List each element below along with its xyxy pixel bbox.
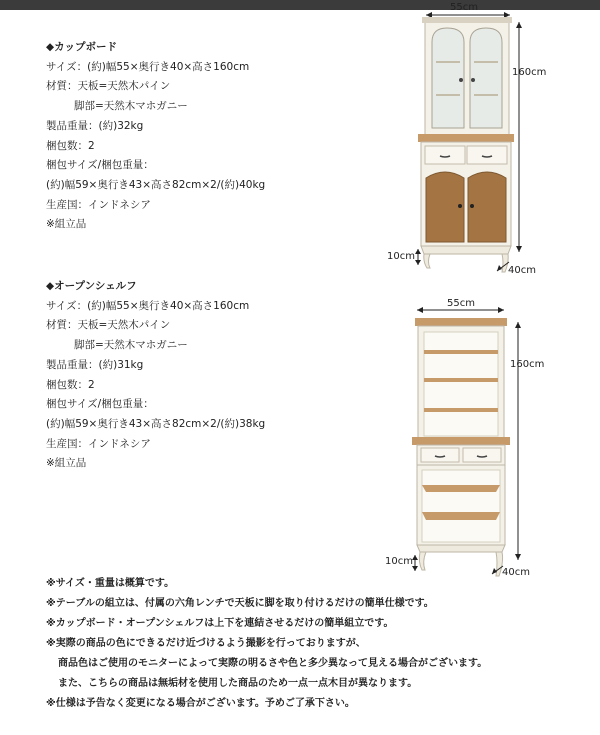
note-wood-grain: また、こちらの商品は無垢材を使用した商品のため一点一点木目が異なります。 [58,678,418,689]
shelf-material-top: 材質：天板=天然木パイン [46,319,171,332]
cupboard-leg-label: 10cm [387,251,415,262]
cupboard-weight: 製品重量：(約)32kg [46,119,144,132]
note-color-monitor: 商品色はご使用のモニターによって実際の明るさや色と多少異なって見える場合がございます。 [58,658,488,669]
note-table-assembly: ※テーブルの組立は、付属の六角レンチで天板に脚を取り付けるだけの簡単仕様です。 [46,598,434,609]
shelf-origin: 生産国：インドネシア [46,437,151,450]
note-size-weight: ※サイズ・重量は概算です。 [46,578,175,589]
cupboard-package-size: (約)幅59×奥行き43×高さ82cm×2/(約)40kg [46,178,266,191]
cupboard-heading: ◆カップボード [46,41,117,53]
cupboard-package-label: 梱包サイズ/梱包重量： [46,159,154,172]
cupboard-assembly: ※組立品 [46,218,87,231]
cupboard-material-legs: 脚部=天然木マホガニー [74,100,188,113]
cupboard-width-label: 55cm [450,2,478,13]
note-spec-change: ※仕様は予告なく変更になる場合がございます。予めご了承下さい。 [46,698,355,709]
note-cupboard-assembly: ※カップボード・オープンシェルフは上下を連結させるだけの簡単組立です。 [46,618,394,629]
shelf-width-label: 55cm [447,298,475,309]
shelf-package-count: 梱包数：2 [46,378,95,391]
shelf-package-label: 梱包サイズ/梱包重量： [46,398,154,411]
shelf-height-label: 160cm [510,359,545,370]
cupboard-depth-label: 40cm [508,265,536,276]
cupboard-material-top: 材質：天板=天然木パイン [46,80,171,93]
shelf-leg-label: 10cm [385,556,413,567]
shelf-material-legs: 脚部=天然木マホガニー [74,339,188,352]
notes [46,574,487,714]
shelf-assembly: ※組立品 [46,457,87,470]
shelf-heading: ◆オープンシェルフ [46,280,137,292]
cupboard-height-label: 160cm [512,67,547,78]
cupboard-origin: 生産国：インドネシア [46,198,151,211]
shelf-size: サイズ：(約)幅55×奥行き40×高さ160cm [46,299,250,312]
cupboard-package-count: 梱包数：2 [46,139,95,152]
note-color: ※実際の商品の色にできるだけ近づけるよう撮影を行っておりますが、 [46,638,366,649]
cupboard-size: サイズ：(約)幅55×奥行き40×高さ160cm [46,60,250,73]
shelf-depth-label: 40cm [502,567,530,578]
shelf-weight: 製品重量：(約)31kg [46,358,144,371]
shelf-package-size: (約)幅59×奥行き43×高さ82cm×2/(約)38kg [46,417,266,430]
